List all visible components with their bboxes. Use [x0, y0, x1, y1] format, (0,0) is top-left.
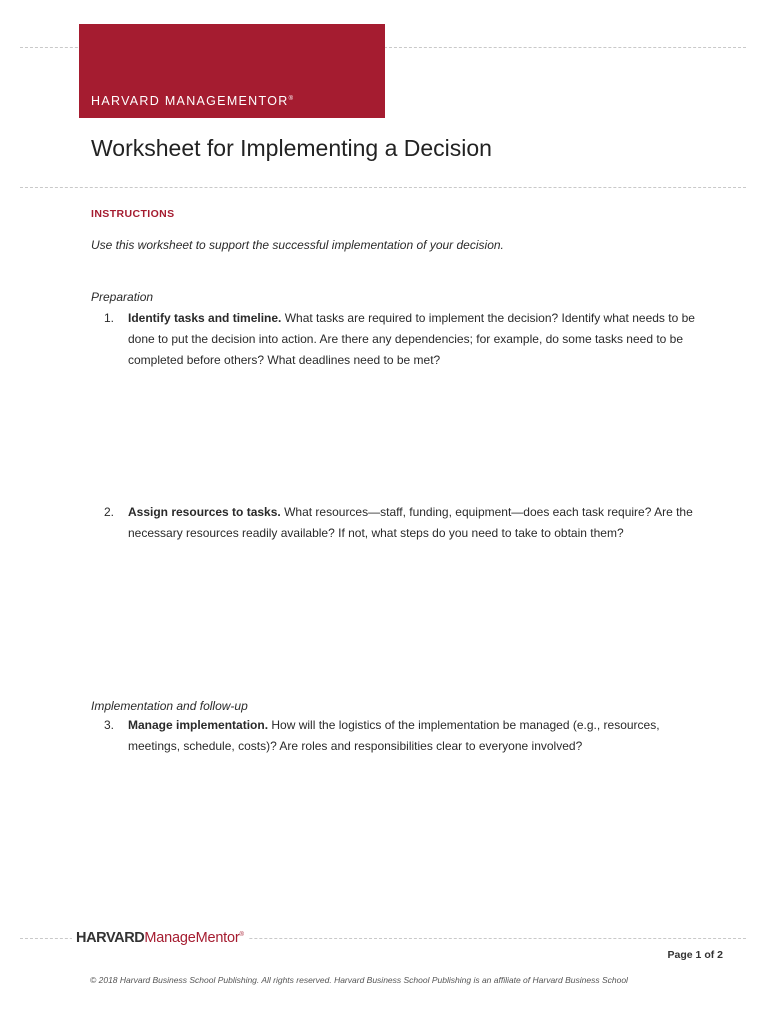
question-number: 2. [104, 505, 115, 519]
question-item [91, 502, 701, 544]
question-item [91, 715, 701, 757]
question-lead: Manage implementation. [128, 718, 269, 732]
footer-logo-harvard: HARVARD [76, 930, 145, 946]
question-body [128, 715, 701, 757]
question-body [128, 308, 701, 371]
question-body [128, 502, 701, 544]
instructions-label: INSTRUCTIONS [91, 208, 175, 220]
title-dotted-rule [20, 187, 746, 188]
brand-banner-logo-text [91, 94, 293, 108]
question-text: What tasks are required to implement the decision? Identify what needs to be done to put the decision into action. Are there any dependencies; for example, do some tasks need to be completed before others? What deadlines need to be met? [128, 311, 695, 367]
footer-logo-managementor: ManageMentor [144, 930, 240, 946]
question-number: 1. [104, 311, 115, 325]
section-heading-preparation: Preparation [91, 290, 154, 304]
brand-banner [79, 24, 385, 118]
section-heading-implementation: Implementation and follow-up [91, 699, 248, 713]
question-text: What resources—staff, funding, equipment—does each task require? Are the necessary resources readily available? If not, what steps do you need to take to obtain them? [128, 505, 693, 540]
question-lead: Assign resources to tasks. [128, 505, 281, 519]
question-number: 3. [104, 718, 115, 732]
page-title: Worksheet for Implementing a Decision [91, 135, 492, 161]
brand-banner-name: HARVARD MANAGEMENTOR [91, 94, 289, 108]
page-number: Page 1 of 2 [667, 949, 723, 961]
footer-logo-registered-mark: ® [239, 932, 244, 938]
question-text: How will the logistics of the implementation be managed (e.g., resources, meetings, schedule, costs)? Are roles and responsibilities clear to everyone involved? [128, 718, 660, 753]
copyright-notice: © 2018 Harvard Business School Publishing. All rights reserved. Harvard Business School Publishing is an affiliate of Harvard Business School [90, 975, 628, 985]
instructions-text: Use this worksheet to support the successful implementation of your decision. [91, 238, 504, 252]
question-lead: Identify tasks and timeline. [128, 311, 282, 325]
footer-logo [72, 929, 248, 947]
question-item [91, 308, 701, 371]
brand-banner-registered-mark: ® [288, 96, 293, 102]
